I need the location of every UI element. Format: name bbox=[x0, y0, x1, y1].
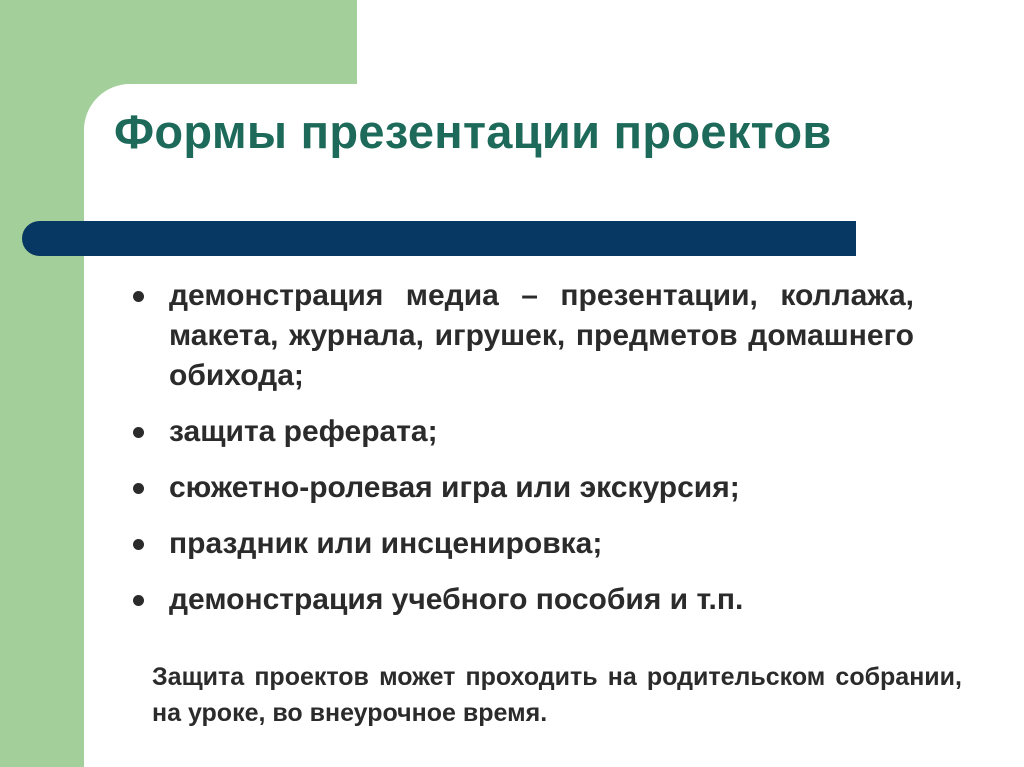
list-item-text: защита реферата; bbox=[169, 415, 438, 448]
list-item-text: демонстрация учебного пособия и т.п. bbox=[169, 583, 744, 616]
bullet-list bbox=[124, 276, 914, 636]
bullet-dot-icon bbox=[133, 483, 144, 494]
decorative-green-strip bbox=[0, 84, 84, 767]
list-item bbox=[124, 468, 914, 508]
list-item-text: праздник или инсценировка; bbox=[169, 527, 603, 560]
list-item bbox=[124, 524, 914, 564]
title-underline-bar bbox=[22, 221, 856, 256]
list-item-text: сюжетно-ролевая игра или экскурсия; bbox=[169, 471, 740, 504]
list-item-text: демонстрация медиа – презентации, коллажа, макета, журнала, игрушек, предметов домашнего обихода; bbox=[169, 279, 914, 392]
footnote-text: Защита проектов может проходить на родительском собрании, на уроке, во внеурочное время. bbox=[152, 663, 962, 727]
bullet-dot-icon bbox=[133, 595, 144, 606]
bullet-dot-icon bbox=[133, 291, 144, 302]
bullet-dot-icon bbox=[133, 539, 144, 550]
list-item bbox=[124, 276, 914, 396]
list-item bbox=[124, 412, 914, 452]
bullet-dot-icon bbox=[133, 427, 144, 438]
list-item bbox=[124, 580, 914, 620]
slide-title: Формы презентации проектов bbox=[114, 105, 832, 158]
